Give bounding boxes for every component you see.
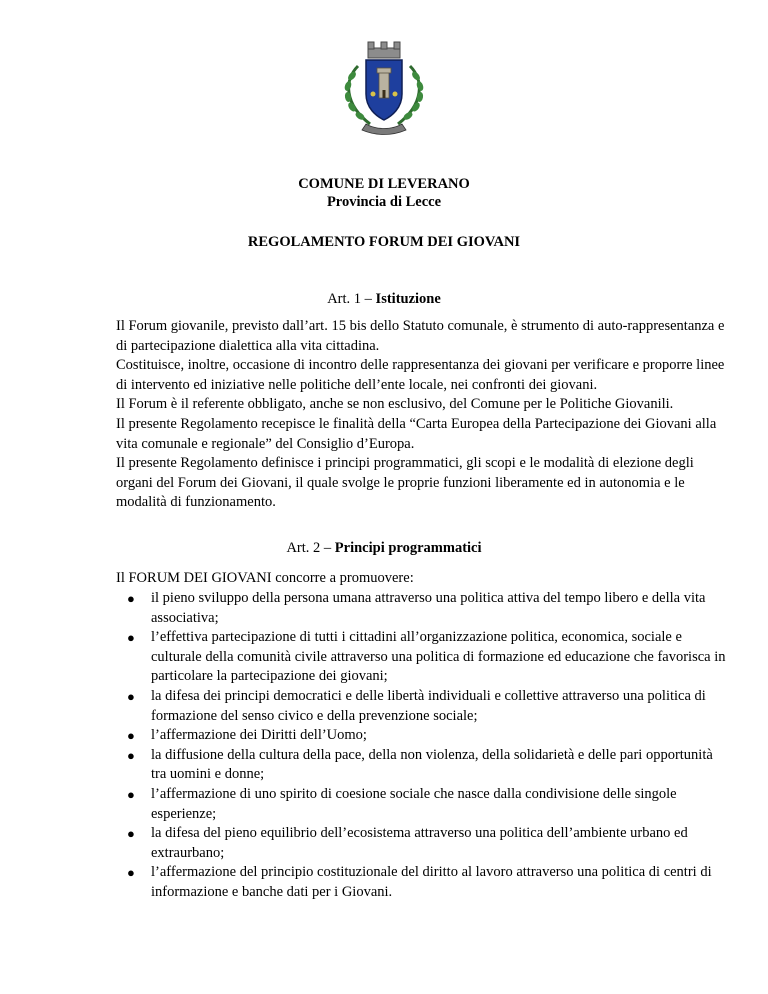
article-2-prefix: Art. 2 –	[286, 540, 335, 556]
article-2-intro: Il FORUM DEI GIOVANI concorre a promuovere:	[116, 570, 414, 586]
list-item-text: la diffusione della cultura della pace, della non violenza, della solidarietà e delle pari opportunità tra uomini e donne;	[151, 746, 713, 783]
article-1-title: Istituzione	[375, 291, 441, 307]
paragraph: Il presente Regolamento definisce i principi programmatici, gli scopi e le modalità di elezione degli organi del Forum dei Giovani, il quale svolge le proprie funzioni liberamente ed in autonomia e le modalità di funzionamento.	[116, 455, 694, 511]
list-item-text: il pieno sviluppo della persona umana attraverso una politica attiva del tempo libero e della vita associativa;	[151, 590, 706, 626]
list-item	[116, 726, 728, 746]
paragraph: Il Forum è il referente obbligato, anche se non esclusivo, del Comune per le Politiche Giovanili.	[116, 396, 674, 413]
list-item-text: l’affermazione dei Diritti dell’Uomo;	[151, 727, 367, 744]
paragraph: Il presente Regolamento recepisce le finalità della “Carta Europea della Partecipazione dei Giovani alla vita comunale e regionale” del Consiglio d’Europa.	[116, 415, 717, 452]
article-1-body	[116, 317, 728, 513]
list-item	[116, 687, 728, 726]
comune-name: COMUNE DI LEVERANO	[298, 176, 470, 192]
provincia-name: Provincia di Lecce	[326, 194, 442, 210]
list-item	[116, 824, 728, 863]
paragraph: Il Forum giovanile, previsto dall’art. 15 bis dello Statuto comunale, è strumento di auto-rappresentanza e di partecipazione dialettica alla vita cittadina.	[116, 318, 725, 354]
list-item	[116, 785, 728, 824]
article-2-title: Principi programmatici	[334, 540, 482, 556]
municipal-crest-icon	[330, 38, 438, 138]
list-item	[116, 746, 728, 785]
article-1-prefix: Art. 1 –	[327, 291, 376, 307]
bullet-icon: ●	[127, 747, 135, 763]
document-title: REGOLAMENTO FORUM DEI GIOVANI	[247, 234, 521, 250]
paragraph: Costituisce, inoltre, occasione di incontro delle rappresentanza dei giovani per verificare e proporre linee di intervento ed iniziative nelle politiche dell’ente locale, nei confronti dei giovani.	[116, 357, 725, 393]
list-item-text: la difesa del pieno equilibrio dell’ecosistema attraverso una politica dell’ambiente urbano ed extraurbano;	[151, 825, 688, 861]
list-item-text: l’effettiva partecipazione di tutti i cittadini all’organizzazione politica, economica, sociale e culturale della comunità civile attraverso una politica di formazione ed educazione che favorisca in particolare la partecipazione dei giovani;	[151, 629, 726, 685]
bullet-icon: ●	[127, 865, 135, 881]
list-item-text: l’affermazione di uno spirito di coesione sociale che nasce dalla condivisione delle singole esperienze;	[151, 785, 677, 822]
list-item-text: la difesa dei principi democratici e delle libertà individuali e collettive attraverso una politica di formazione del senso civico e della prevenzione sociale;	[151, 687, 706, 724]
list-item	[116, 863, 728, 902]
document-header	[0, 176, 768, 212]
article-1-heading	[0, 291, 768, 308]
bullet-icon: ●	[127, 728, 135, 744]
principles-list	[116, 589, 728, 903]
bullet-icon: ●	[127, 591, 135, 606]
list-item	[116, 628, 728, 687]
list-item	[116, 589, 728, 628]
bullet-icon: ●	[127, 630, 135, 646]
article-2-heading	[0, 540, 768, 557]
bullet-icon: ●	[127, 786, 135, 802]
bullet-icon: ●	[127, 826, 135, 842]
bullet-icon: ●	[127, 688, 135, 704]
list-item-text: l’affermazione del principio costituzionale del diritto al lavoro attraverso una politica di centri di informazione e banche dati per i Giovani.	[151, 864, 712, 900]
